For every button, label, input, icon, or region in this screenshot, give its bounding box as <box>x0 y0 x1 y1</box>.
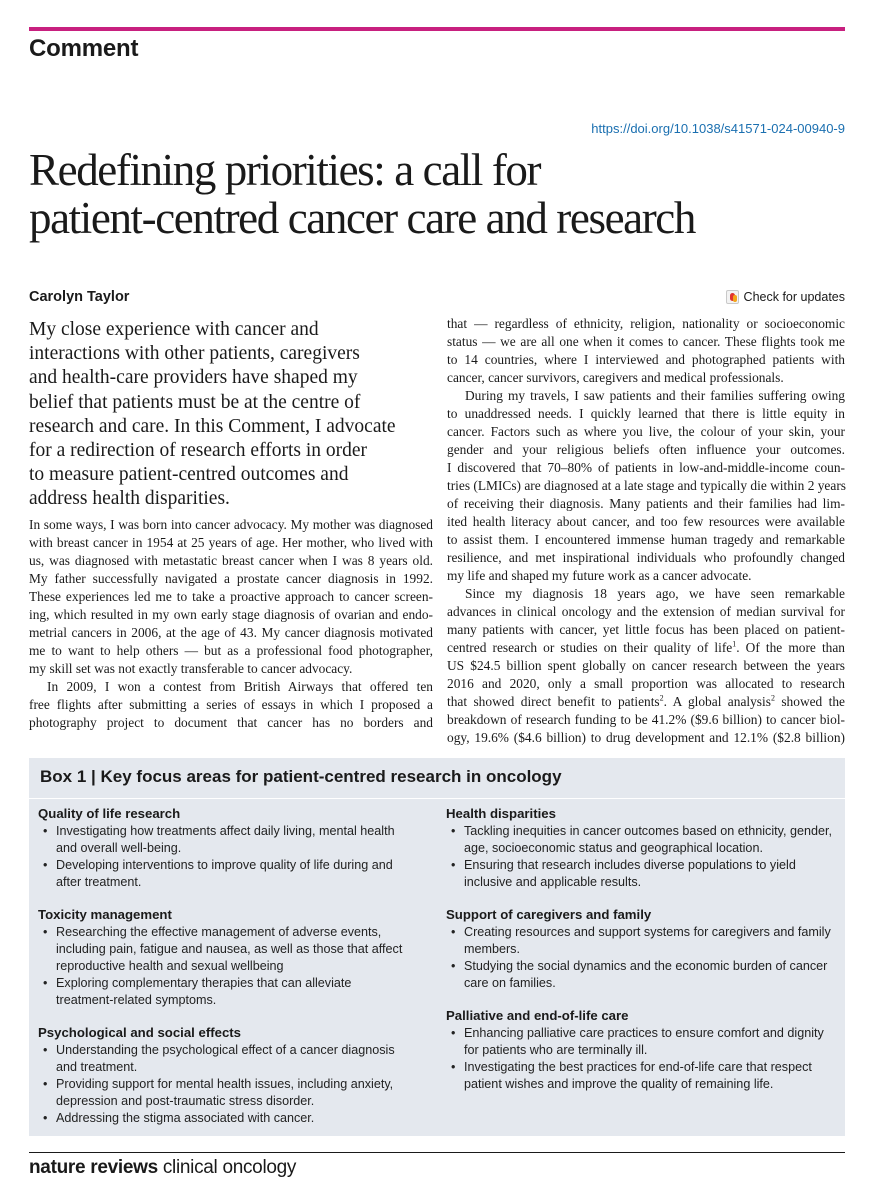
body-line: I discovered that 70–80% of patients in low-and-middle-income coun- <box>447 460 845 475</box>
box-section-heading: Support of caregivers and family <box>446 907 652 922</box>
body-line: my life and shaped my future work as a cancer advocate. <box>447 568 752 583</box>
article-title <box>29 146 845 242</box>
body-line: ing, which resulted in my own early stage diagnosis of ovarian and endo- <box>29 607 433 622</box>
box-section <box>38 805 433 891</box>
body-line: US $24.5 billion spent globally on cancer research between the years <box>447 658 845 673</box>
section-label: Comment <box>29 35 139 62</box>
journal-logo <box>29 1157 296 1179</box>
body-line: photography project to document that cancer has no borders and <box>29 715 433 730</box>
standfirst-line: and health-care providers have shaped my <box>29 367 358 389</box>
body-line: status — we are all one when it comes to cancer. These flights took me <box>447 334 845 349</box>
body-line: breakdown of research funding to be 41.2% ($9.6 billion) to cancer biol- <box>447 712 845 727</box>
doi-link[interactable]: https://doi.org/10.1038/s41571-024-00940-9 <box>591 121 845 136</box>
standfirst-line: for a redirection of research efforts in order <box>29 440 368 462</box>
box-section <box>38 1024 433 1127</box>
box-section-heading: Quality of life research <box>38 806 181 821</box>
body-line: to assist them. I encountered immense human tragedy and remarkable <box>447 532 845 547</box>
reference-citation[interactable]: 1 <box>732 639 737 649</box>
body-line <box>447 639 845 657</box>
author-name: Carolyn Taylor <box>29 289 130 305</box>
reference-citation[interactable]: 2 <box>659 693 664 703</box>
list-item: • Addressing the stigma associated with cancer. <box>38 1110 433 1127</box>
list-item: • Studying the social dynamics and the economic burden of cancer care on families. <box>446 958 841 992</box>
body-line: many patients with cancer, yet little focus has been placed on patient- <box>447 622 845 637</box>
body-column-right <box>447 315 845 747</box>
box-column-left <box>38 805 433 1142</box>
box-section <box>446 1007 841 1093</box>
list-item: • Creating resources and support systems for caregivers and family members. <box>446 924 841 958</box>
standfirst-line: interactions with other patients, caregivers <box>29 343 360 365</box>
list-item: • Exploring complementary therapies that can alleviate treatment-related symptoms. <box>38 975 433 1009</box>
list-item: • Understanding the psychological effect of a cancer diagnosis and treatment. <box>38 1042 433 1076</box>
body-line: In some ways, I was born into cancer advocacy. My mother was diagnosed <box>29 517 433 532</box>
title-line: patient-centred cancer care and research <box>29 193 695 243</box>
body-text: . A global analysis <box>663 694 771 709</box>
body-line: In 2009, I won a contest from British Airways that offered ten <box>47 679 433 694</box>
list-item: • Ensuring that research includes diverse populations to yield inclusive and applicable results. <box>446 857 841 891</box>
standfirst-line: address health disparities. <box>29 488 230 510</box>
standfirst-line: belief that patients must be at the centre of <box>29 391 361 413</box>
body-line <box>447 693 845 711</box>
body-line: to unaddressed needs. I quickly learned that there is little equity in <box>447 406 845 421</box>
box-section-heading: Psychological and social effects <box>38 1025 242 1040</box>
body-line: me to want to help others — but as a professional food photographer, <box>29 643 433 658</box>
body-line: us, was diagnosed with metastatic breast cancer when I was 8 years old. <box>29 553 433 568</box>
box-divider <box>29 798 845 799</box>
journal-name-bold: nature reviews <box>29 1157 158 1178</box>
box-column-right <box>446 805 841 1108</box>
box-section-heading: Health disparities <box>446 806 556 821</box>
body-line: These experiences led me to take a proactive approach to cancer screen- <box>29 589 433 604</box>
check-for-updates-label: Check for updates <box>743 290 845 304</box>
body-line: Since my diagnosis 18 years ago, we have seen remarkable <box>465 586 845 601</box>
body-text: showed the <box>774 694 845 709</box>
standfirst-line: to measure patient-centred outcomes and <box>29 464 349 486</box>
body-line: with breast cancer in 1954 at 25 years of age. Her mother, who lived with <box>29 535 433 550</box>
list-item: • Tackling inequities in cancer outcomes based on ethnicity, gender, age, socioeconomic status and geographical location. <box>446 823 841 857</box>
list-item: • Providing support for mental health issues, including anxiety, depression and post-traumatic stress disorder. <box>38 1076 433 1110</box>
box-key-focus-areas <box>29 758 845 1136</box>
body-line: advances in clinical oncology and the extension of median survival for <box>447 604 845 619</box>
box-section <box>446 805 841 891</box>
header-accent-bar <box>29 27 845 31</box>
body-line: My father successfully navigated a prostate cancer diagnosis in 1992. <box>29 571 433 586</box>
body-line: gender and your religious beliefs often influence your outcomes. <box>447 442 845 457</box>
body-column-left <box>29 516 433 732</box>
list-item: • Developing interventions to improve quality of life during and after treatment. <box>38 857 433 891</box>
body-line: ited health literacy about cancer, and too few resources were available <box>447 514 845 529</box>
box-section-heading: Palliative and end-of-life care <box>446 1008 629 1023</box>
body-line: that — regardless of ethnicity, religion, nationality or socioeconomic <box>447 316 845 331</box>
body-line: of receiving their diagnosis. Many patients and their families had lim- <box>447 496 845 511</box>
body-text: that showed direct benefit to patients <box>447 694 660 709</box>
body-line: tries (LMICs) are diagnosed at a late stage and typically die within 2 years <box>447 478 846 493</box>
body-line: free flights after submitting a series of essays in which I proposed a <box>29 697 433 712</box>
body-line: cancer. Factors such as where you live, the colour of your skin, your <box>447 424 845 439</box>
list-item: • Enhancing palliative care practices to ensure comfort and dignity for patients who are terminally ill. <box>446 1025 841 1059</box>
standfirst-line: My close experience with cancer and <box>29 319 319 340</box>
box-title: Box 1 | Key focus areas for patient-centred research in oncology <box>40 767 562 786</box>
body-line: 2016 and 2020, only a small proportion was allocated to research <box>447 676 845 691</box>
journal-name-light: clinical oncology <box>157 1157 297 1178</box>
list-item: • Researching the effective management of adverse events, including pain, fatigue and nausea, as well as those that affect reproductive health and sexual wellbeing <box>38 924 433 975</box>
standfirst-line: research and care. In this Comment, I advocate <box>29 415 396 437</box>
body-line: my skill set was not exactly transferable to cancer advocacy. <box>29 661 353 676</box>
body-line: During my travels, I saw patients and their families suffering owing <box>465 388 845 403</box>
body-text: . Of the more than <box>736 640 845 655</box>
reference-citation[interactable]: 2 <box>770 693 775 703</box>
check-for-updates-button[interactable] <box>726 290 845 304</box>
box-section-heading: Toxicity management <box>38 907 172 922</box>
body-line: resilience, and met inspirational individuals who profoundly changed <box>447 550 845 565</box>
list-item: • Investigating how treatments affect daily living, mental health and overall well-being. <box>38 823 433 857</box>
footer-divider <box>29 1152 845 1153</box>
title-line: Redefining priorities: a call for <box>29 145 541 195</box>
box-section <box>38 906 433 1009</box>
box-section <box>446 906 841 992</box>
crossmark-icon <box>726 290 739 304</box>
list-item: • Investigating the best practices for end-of-life care that respect patient wishes and improve the quality of remaining life. <box>446 1059 841 1093</box>
body-line: to 14 countries, where I interviewed and photographed patients with <box>447 352 845 367</box>
body-text: centred research or studies on their quality of life <box>447 640 733 655</box>
standfirst <box>29 318 433 512</box>
body-line: ogy, 19.6% ($4.6 billion) to drug development and 12.1% ($2.8 billion) <box>447 730 845 745</box>
body-line: metrial cancers in 2006, at the age of 43. My cancer diagnosis motivated <box>29 625 433 640</box>
body-line: cancer, cancer survivors, caregivers and medical professionals. <box>447 370 784 385</box>
